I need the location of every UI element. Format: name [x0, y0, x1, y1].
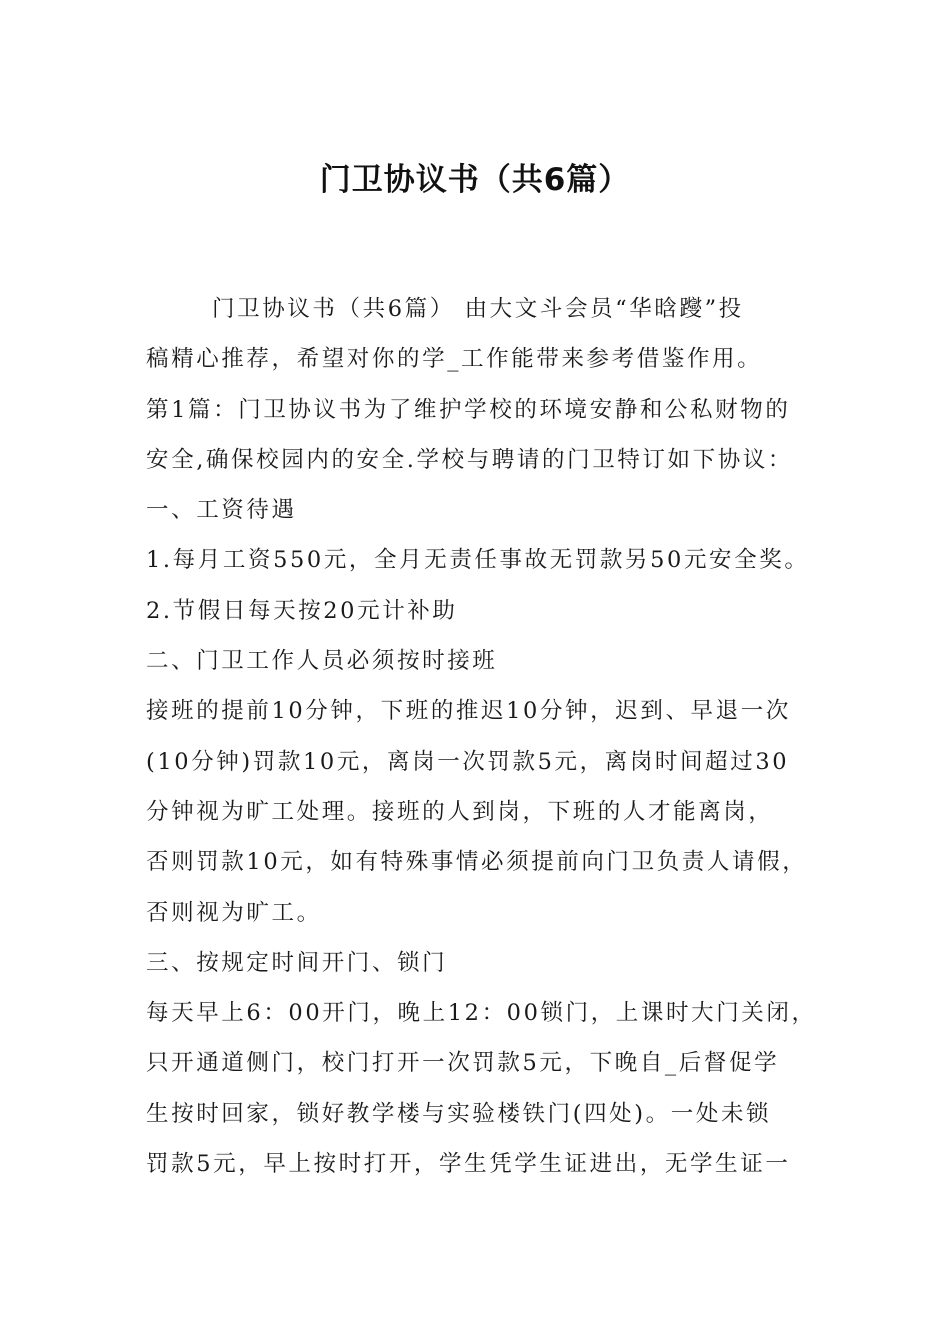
section-heading: 一、工资待遇 [146, 497, 297, 524]
body-line: 罚款5元，早上按时打开，学生凭学生证进出，无学生证一 [146, 1151, 791, 1178]
body-line: 1.每月工资550元，全月无责任事故无罚款另50元安全奖。 [146, 547, 810, 574]
body-line: 第1篇：门卫协议书为了维护学校的环境安静和公私财物的 [146, 396, 791, 423]
body-line: 稿精心推荐，希望对你的学_工作能带来参考借鉴作用。 [146, 346, 763, 373]
body-line: 否则罚款10元，如有特殊事情必须提前向门卫负责人请假， [146, 849, 808, 876]
section-heading: 三、按规定时间开门、锁门 [146, 949, 448, 976]
body-line: 安全,确保校园内的安全.学校与聘请的门卫特订如下协议： [146, 446, 794, 473]
body-line: (10分钟)罚款10元，离岗一次罚款5元，离岗时间超过30 [146, 748, 790, 775]
body-line: 只开通道侧门，校门打开一次罚款5元，下晚自_后督促学 [146, 1050, 780, 1077]
body-line: 否则视为旷工。 [146, 899, 322, 926]
document-title: 门卫协议书（共6篇） [319, 162, 631, 198]
body-line: 2.节假日每天按20元计补助 [146, 597, 458, 624]
body-line: 分钟视为旷工处理。接班的人到岗，下班的人才能离岗， [146, 798, 774, 825]
body-line: 每天早上6：00开门，晚上12：00锁门，上课时大门关闭， [146, 1000, 817, 1027]
body-line: 接班的提前10分钟，下班的推迟10分钟，迟到、早退一次 [146, 698, 791, 725]
document-body [146, 284, 826, 1189]
body-line: 门卫协议书（共6篇） 由大文斗会员“华晗躞”投 [212, 296, 744, 322]
section-heading: 二、门卫工作人员必须按时接班 [146, 648, 498, 675]
body-line: 生按时回家，锁好教学楼与实验楼铁门(四处)。一处未锁 [146, 1100, 772, 1127]
